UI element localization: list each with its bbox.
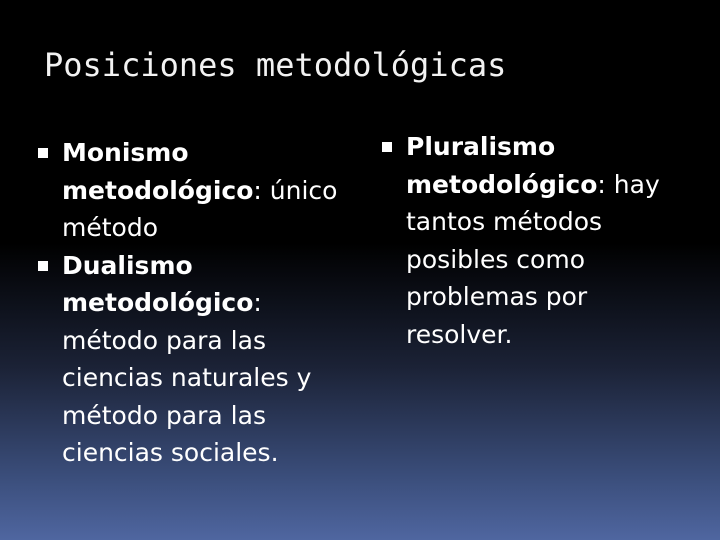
right-column — [380, 128, 700, 353]
square-bullet-icon — [382, 142, 392, 152]
bullet-monismo — [36, 134, 356, 247]
slide-title: Posiciones metodológicas — [44, 46, 507, 84]
bullet-term: Pluralismo metodológico — [406, 132, 598, 199]
bullet-description: : método para las ciencias naturales y método para las ciencias sociales. — [62, 288, 312, 467]
bullet-description: : hay tantos métodos posibles como problemas por resolver. — [406, 169, 660, 349]
bullet-dualismo — [36, 247, 356, 472]
bullet-term: Monismo metodológico — [62, 138, 254, 205]
bullet-term: Dualismo metodológico — [62, 250, 254, 317]
left-column — [36, 134, 356, 472]
bullet-description: : único método — [62, 175, 338, 242]
square-bullet-icon — [38, 148, 48, 158]
bullet-pluralismo — [380, 128, 700, 353]
square-bullet-icon — [38, 261, 48, 271]
